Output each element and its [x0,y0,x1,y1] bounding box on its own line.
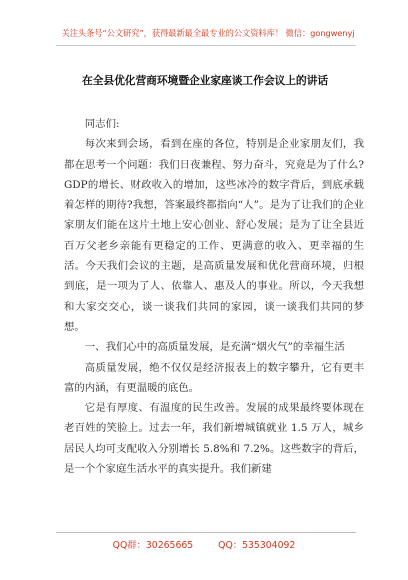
footer [0,537,408,551]
promo-banner: 关注头条号“公文研究”，获得最新最全最专业的公文资料库！ 微信：gongwenyj [61,28,355,38]
qq-number: QQ：535304092 [218,540,296,551]
document-body [64,114,364,479]
paragraph-livelihood: 它是有厚度、有温度的民生改善。发展的成果最终要体现在老百姓的笑脸上。过去一年，我们新增城镇就业 1.5 万人，城乡居民人均可支配收入分别增长 5.8%和 7.2%。这些数字的背后，是一个个家庭生活水平的真实提升。我们新建 [64,402,364,476]
document-title: 在全县优化营商环境暨企业家座谈工作会议上的讲话 [81,74,329,87]
qq-group-number: QQ群：30265665 [112,540,194,551]
header-divider [56,45,356,46]
section-heading: 一、我们心中的高质量发展，是充满“烟火气”的幸福生活 [84,341,345,354]
salutation: 同志们: [84,118,120,130]
paragraph-quality: 高质量发展，绝不仅仅是经济报表上的数字攀升，它有更丰富的内涵，有更温暖的底色。 [64,361,364,394]
footer-divider [56,532,356,533]
paragraph-intro: 每次来到会场，看到在座的各位，特别是企业家朋友们，我都在思考一个问题：我们日夜兼程、努力奋斗，究竟是为了什么?GDP的增长、财政收入的增加，这些冰冷的数字背后，到底承载着怎样的期待?我想，答案最终都指向“人”。是为了让我们的企业家朋友们能在这片土地上安心创业、舒心发展；是为了让全县近百万父老乡亲能有更稳定的工作、更满意的收入、更幸福的生活。今天我们会议的主题，是高质量发展和优化营商环境，归根到底，是一项为了人、依靠人、惠及人的事业。所以，今天我想和大家交交心，谈一谈我们共同的家园，谈一谈我们共同的梦想。 [64,138,364,333]
